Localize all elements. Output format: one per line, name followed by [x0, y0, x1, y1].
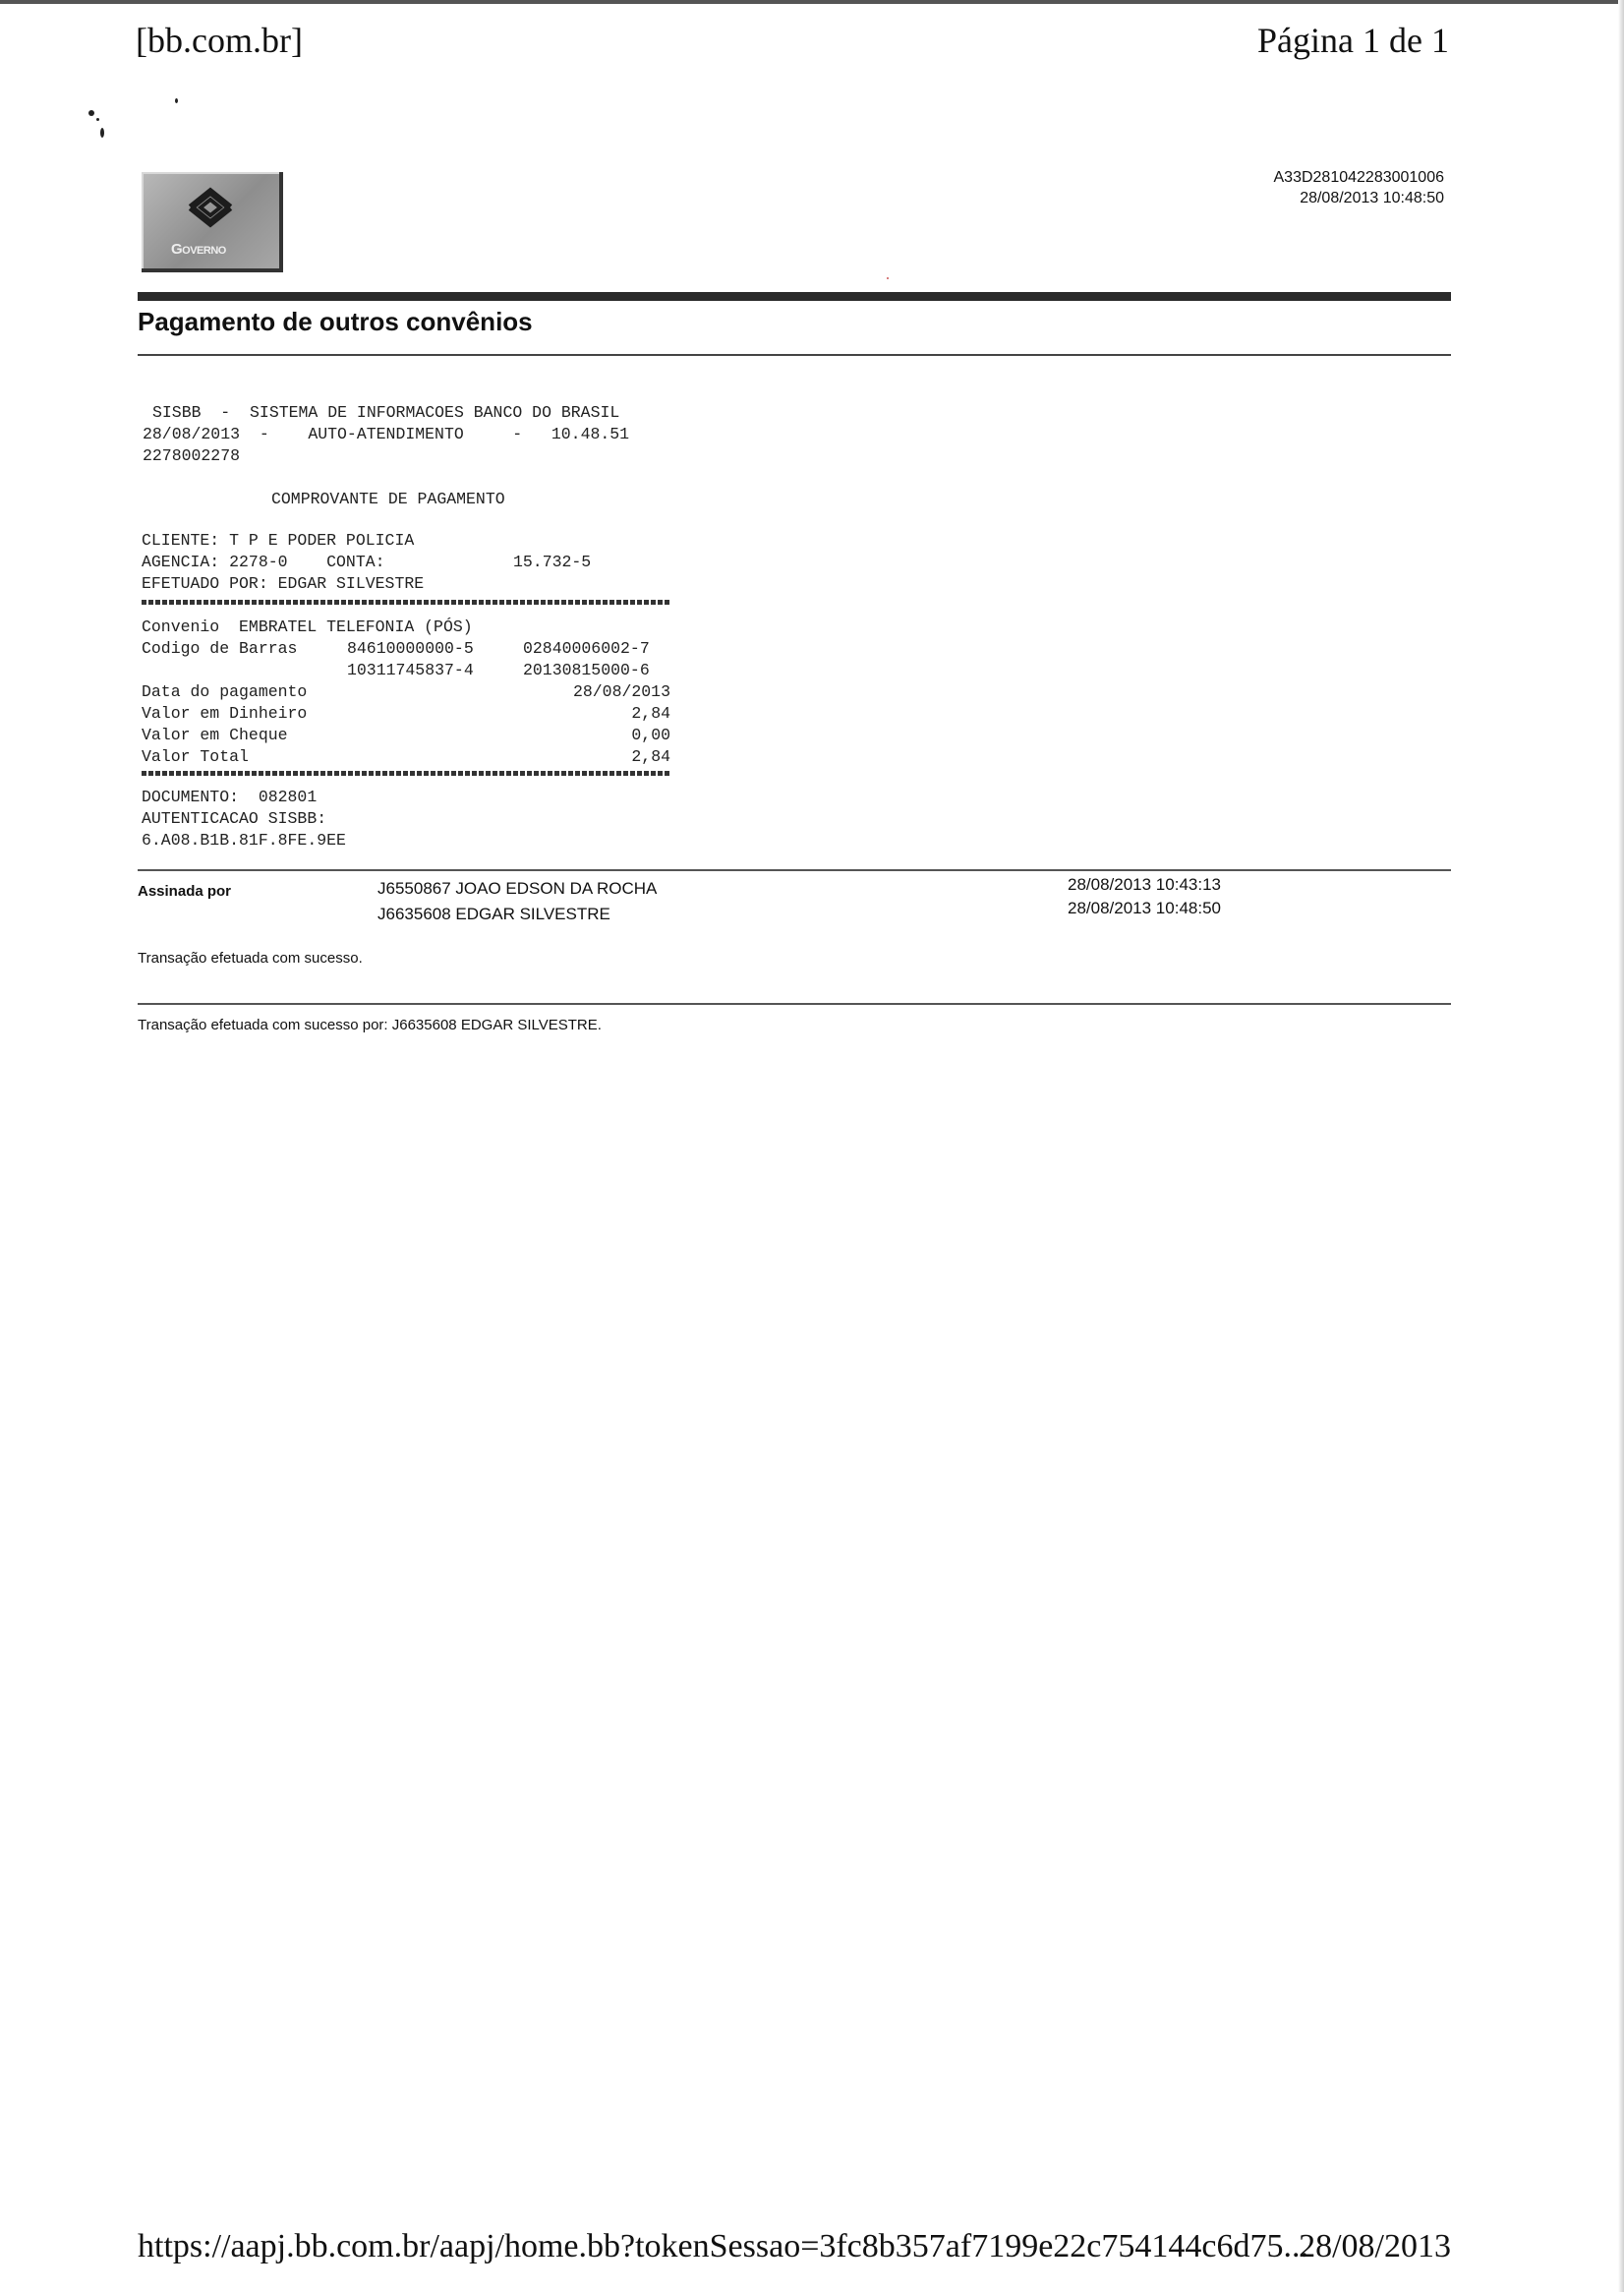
receipt-barcode-label: Codigo de Barras: [142, 639, 298, 658]
receipt-row-value: 0,00: [631, 726, 670, 744]
receipt-terminal-line: 2278002278: [143, 446, 241, 465]
receipt-row-value: 28/08/2013: [572, 682, 670, 701]
signed-by-label: Assinada por: [138, 883, 232, 900]
receipt-authentication-label: AUTENTICACAO SISBB:: [142, 809, 327, 828]
barcode-segment: 84610000000-5: [347, 639, 474, 658]
barcode-segment: 02840006002-7: [523, 639, 650, 658]
receipt-account: 15.732-5: [513, 553, 592, 571]
transaction-status: Transação efetuada com sucesso.: [138, 950, 363, 967]
signer-name: J6635608 EDGAR SILVESTRE: [377, 905, 610, 923]
receipt-row-label: Valor Total: [142, 747, 249, 766]
signer-datetime: 28/08/2013 10:43:13: [1068, 875, 1221, 894]
signature-divider: [138, 869, 1451, 871]
signer-datetime: 28/08/2013 10:48:50: [1068, 899, 1221, 917]
document-datetime: 28/08/2013 10:48:50: [1300, 190, 1444, 206]
logo-caption: Governo: [171, 241, 226, 258]
receipt-row-label: Valor em Dinheiro: [142, 704, 308, 723]
receipt-performed-by: EFETUADO POR: EDGAR SILVESTRE: [142, 574, 425, 593]
signer-name: J6550867 JOAO EDSON DA ROCHA: [377, 879, 658, 898]
transaction-status-by: Transação efetuada com sucesso por: J6635608 EDGAR SILVESTRE.: [138, 1017, 602, 1033]
page-indicator: Página 1 de 1: [1257, 21, 1449, 60]
scan-right-edge: [1618, 0, 1624, 2292]
receipt-row-value: 2,84: [631, 704, 670, 723]
receipt-system-line: SISBB - SISTEMA DE INFORMACOES BANCO DO BRASIL: [152, 403, 620, 422]
header-divider: [138, 292, 1451, 301]
status-divider: [138, 1003, 1451, 1005]
barcode-segment: 20130815000-6: [523, 661, 650, 679]
site-header: [bb.com.br]: [136, 21, 303, 60]
receipt-separator: [142, 771, 670, 776]
barcode-segment: 10311745837-4: [347, 661, 474, 679]
receipt-authentication-value: 6.A08.B1B.81F.8FE.9EE: [142, 831, 346, 850]
receipt-heading: COMPROVANTE DE PAGAMENTO: [271, 490, 505, 508]
receipt-row-label: Valor em Cheque: [142, 726, 288, 744]
page-title: Pagamento de outros convênios: [138, 307, 533, 336]
document-code: A33D281042283001006: [1273, 169, 1444, 186]
receipt-separator: [142, 600, 670, 605]
footer-url: https://aapj.bb.com.br/aapj/home.bb?tokenSessao=3fc8b357af7199e22c754144c6d75...: [138, 2228, 1308, 2264]
scan-top-edge: [0, 0, 1624, 4]
receipt-agency: AGENCIA: 2278-0 CONTA:: [142, 553, 385, 571]
title-divider: [138, 354, 1451, 356]
receipt-client: CLIENTE: T P E PODER POLICIA: [142, 531, 415, 550]
receipt-row-value: 2,84: [631, 747, 670, 766]
footer-date: 28/08/2013: [1299, 2228, 1451, 2264]
document-reference: [1274, 167, 1445, 208]
banco-do-brasil-logo-icon: [181, 182, 240, 231]
receipt-date-line: 28/08/2013 - AUTO-ATENDIMENTO - 10.48.51: [143, 425, 630, 443]
receipt-convenio: Convenio EMBRATEL TELEFONIA (PÓS): [142, 617, 473, 636]
bank-logo: [142, 172, 283, 272]
receipt-row-label: Data do pagamento: [142, 682, 308, 701]
receipt-document: DOCUMENTO: 082801: [142, 788, 318, 806]
